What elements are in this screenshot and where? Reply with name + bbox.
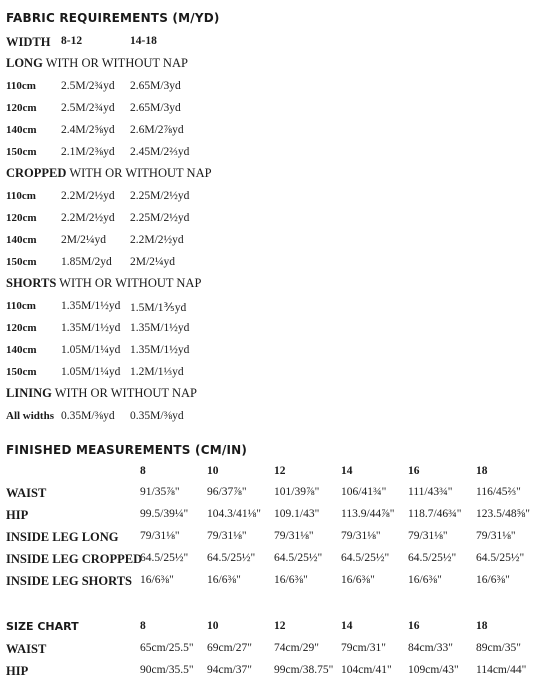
width-col-14-18: 14-18: [130, 35, 157, 47]
value-size-12: 109.1/43": [274, 508, 320, 520]
fabric-requirements-title: FABRIC REQUIREMENTS (M/YD): [6, 11, 220, 25]
size-chart-row-waist: [0, 642, 556, 660]
value-size-18: 116/45⅔": [476, 486, 521, 498]
value-8-12: 2.5M/2¾yd: [61, 102, 115, 114]
section-suffix: WITH OR WITHOUT NAP: [66, 166, 212, 180]
value-size-10: 69cm/27": [207, 642, 252, 654]
value-14-18: 2M/2¼yd: [130, 256, 176, 268]
size-header: 8: [140, 620, 146, 632]
value-14-18: 2.65M/3yd: [130, 80, 181, 92]
value-size-12: 101/39⅞": [274, 486, 320, 498]
row-label: WAIST: [6, 642, 47, 656]
fabric-row: [0, 212, 556, 230]
value-size-18: 89cm/35": [476, 642, 521, 654]
value-size-12: 74cm/29": [274, 642, 319, 654]
value-14-18: 2.25M/2½yd: [130, 190, 190, 202]
value-size-14: 16/6⅜": [341, 574, 375, 586]
fabric-row: [0, 322, 556, 340]
finished-row-hip: [0, 508, 556, 526]
size-header: 14: [341, 465, 353, 477]
value-size-16: 16/6⅜": [408, 574, 442, 586]
value-size-12: 16/6⅜": [274, 574, 308, 586]
section-name: CROPPED: [6, 166, 67, 180]
finished-row-inside-leg-long: [0, 530, 556, 548]
value-14-18: 2.25M/2½yd: [130, 212, 190, 224]
row-label: HIP: [6, 508, 29, 522]
finished-measurements-title: FINISHED MEASUREMENTS (CM/IN): [6, 443, 248, 457]
value-size-10: 79/31⅛": [207, 530, 247, 542]
fabric-row: [0, 146, 556, 164]
value-14-18: 1.2M/1⅓yd: [130, 366, 184, 378]
size-header: 12: [274, 465, 286, 477]
value-size-14: 106/41¾": [341, 486, 387, 498]
value-8-12: 2.2M/2½yd: [61, 190, 115, 202]
row-label: WAIST: [6, 486, 47, 500]
fabric-row: [0, 190, 556, 208]
fabric-row: [0, 256, 556, 274]
value-size-16: 109cm/43": [408, 664, 459, 676]
row-label: 120cm: [6, 322, 37, 334]
section-cropped-heading: [6, 166, 212, 181]
value-14-18: 2.6M/2⅞yd: [130, 124, 184, 136]
section-suffix: WITH OR WITHOUT NAP: [56, 276, 202, 290]
finished-row-waist: [0, 486, 556, 504]
width-label: WIDTH: [6, 35, 51, 49]
value-8-12: 2.5M/2¾yd: [61, 80, 115, 92]
value-8-12: 2.1M/2⅜yd: [61, 146, 115, 158]
fabric-row: [0, 366, 556, 384]
value-14-18: 1.35M/1½yd: [130, 322, 190, 334]
size-header: 14: [341, 620, 353, 632]
value-size-18: 64.5/25½": [476, 552, 525, 564]
value-size-14: 104cm/41": [341, 664, 392, 676]
row-label: 150cm: [6, 256, 37, 268]
value-size-14: 79/31⅛": [341, 530, 381, 542]
row-label: 140cm: [6, 124, 37, 136]
width-col-8-12: 8-12: [61, 35, 83, 47]
section-suffix: WITH OR WITHOUT NAP: [51, 386, 197, 400]
row-label: 110cm: [6, 80, 36, 92]
section-shorts-heading: [6, 276, 201, 291]
finished-size-header-row: [0, 465, 556, 483]
size-header: 12: [274, 620, 286, 632]
size-header: 10: [207, 620, 219, 632]
size-header: 8: [140, 465, 146, 477]
value-size-14: 79cm/31": [341, 642, 386, 654]
value-size-18: 123.5/48⅝": [476, 508, 530, 520]
section-lining-heading: [6, 386, 197, 401]
value-14-18: 2.45M/2⅔yd: [130, 146, 190, 158]
row-label: All widths: [6, 410, 54, 422]
section-name: SHORTS: [6, 276, 57, 290]
value-8-12: 2.4M/2⅝yd: [61, 124, 115, 136]
value-size-16: 118.7/46¾": [408, 508, 462, 520]
row-label: 150cm: [6, 146, 37, 158]
value-size-10: 104.3/41⅛": [207, 508, 261, 520]
fabric-row: [0, 80, 556, 98]
value-14-18: 1.5M/1⅗yd: [130, 302, 187, 314]
value-size-18: 16/6⅜": [476, 574, 510, 586]
size-header: 18: [476, 465, 488, 477]
row-label: 140cm: [6, 234, 37, 246]
value-8-12: 0.35M/⅜yd: [61, 410, 115, 422]
finished-row-inside-leg-shorts: [0, 574, 556, 592]
size-chart-title: SIZE CHART: [6, 620, 79, 633]
value-size-8: 91/35⅞": [140, 486, 180, 498]
value-size-8: 90cm/35.5": [140, 664, 194, 676]
value-14-18: 1.35M/1½yd: [130, 344, 190, 356]
value-size-8: 65cm/25.5": [140, 642, 194, 654]
size-header: 10: [207, 465, 219, 477]
fabric-row: [0, 102, 556, 120]
value-size-12: 99cm/38.75": [274, 664, 334, 676]
value-8-12: 2.2M/2½yd: [61, 212, 115, 224]
row-label: 140cm: [6, 344, 37, 356]
value-size-14: 64.5/25½": [341, 552, 390, 564]
finished-row-inside-leg-cropped: [0, 552, 556, 570]
value-size-10: 94cm/37": [207, 664, 252, 676]
value-size-8: 79/31⅛": [140, 530, 180, 542]
value-size-10: 16/6⅜": [207, 574, 241, 586]
value-size-16: 79/31⅛": [408, 530, 448, 542]
value-size-14: 113.9/44⅞": [341, 508, 395, 520]
row-label: HIP: [6, 664, 29, 678]
row-label: 110cm: [6, 300, 36, 312]
value-size-16: 111/43¾": [408, 486, 453, 498]
fabric-row: [0, 344, 556, 362]
value-8-12: 2M/2¼yd: [61, 234, 107, 246]
size-chart-header-row: [0, 620, 556, 638]
value-14-18: 2.2M/2½yd: [130, 234, 184, 246]
size-header: 16: [408, 465, 420, 477]
value-8-12: 1.85M/2yd: [61, 256, 112, 268]
value-8-12: 1.35M/1½yd: [61, 300, 121, 312]
value-size-18: 114cm/44": [476, 664, 527, 676]
value-14-18: 0.35M/⅜yd: [130, 410, 184, 422]
value-size-8: 64.5/25½": [140, 552, 189, 564]
size-chart-row-hip: [0, 664, 556, 682]
row-label: INSIDE LEG LONG: [6, 530, 119, 544]
row-label: INSIDE LEG SHORTS: [6, 574, 132, 588]
fabric-row: [0, 124, 556, 142]
value-size-8: 16/6⅜": [140, 574, 174, 586]
value-8-12: 1.05M/1¼yd: [61, 366, 121, 378]
value-8-12: 1.05M/1¼yd: [61, 344, 121, 356]
value-size-10: 96/37⅞": [207, 486, 247, 498]
value-14-18: 2.65M/3yd: [130, 102, 181, 114]
fabric-row: [0, 234, 556, 252]
value-8-12: 1.35M/1½yd: [61, 322, 121, 334]
value-size-8: 99.5/39¼": [140, 508, 189, 520]
value-size-16: 64.5/25½": [408, 552, 457, 564]
size-header: 18: [476, 620, 488, 632]
row-label: INSIDE LEG CROPPED: [6, 552, 143, 566]
section-suffix: WITH OR WITHOUT NAP: [42, 56, 188, 70]
row-label: 120cm: [6, 212, 37, 224]
value-size-16: 84cm/33": [408, 642, 453, 654]
row-label: 120cm: [6, 102, 37, 114]
value-size-12: 64.5/25½": [274, 552, 323, 564]
row-label: 150cm: [6, 366, 37, 378]
value-size-12: 79/31⅛": [274, 530, 314, 542]
value-size-18: 79/31⅛": [476, 530, 516, 542]
size-header: 16: [408, 620, 420, 632]
value-size-10: 64.5/25½": [207, 552, 256, 564]
section-name: LINING: [6, 386, 52, 400]
fabric-row: [0, 410, 556, 428]
fabric-row: [0, 300, 556, 318]
section-long-heading: [6, 56, 188, 71]
section-name: LONG: [6, 56, 43, 70]
row-label: 110cm: [6, 190, 36, 202]
width-header-row: [0, 35, 556, 53]
